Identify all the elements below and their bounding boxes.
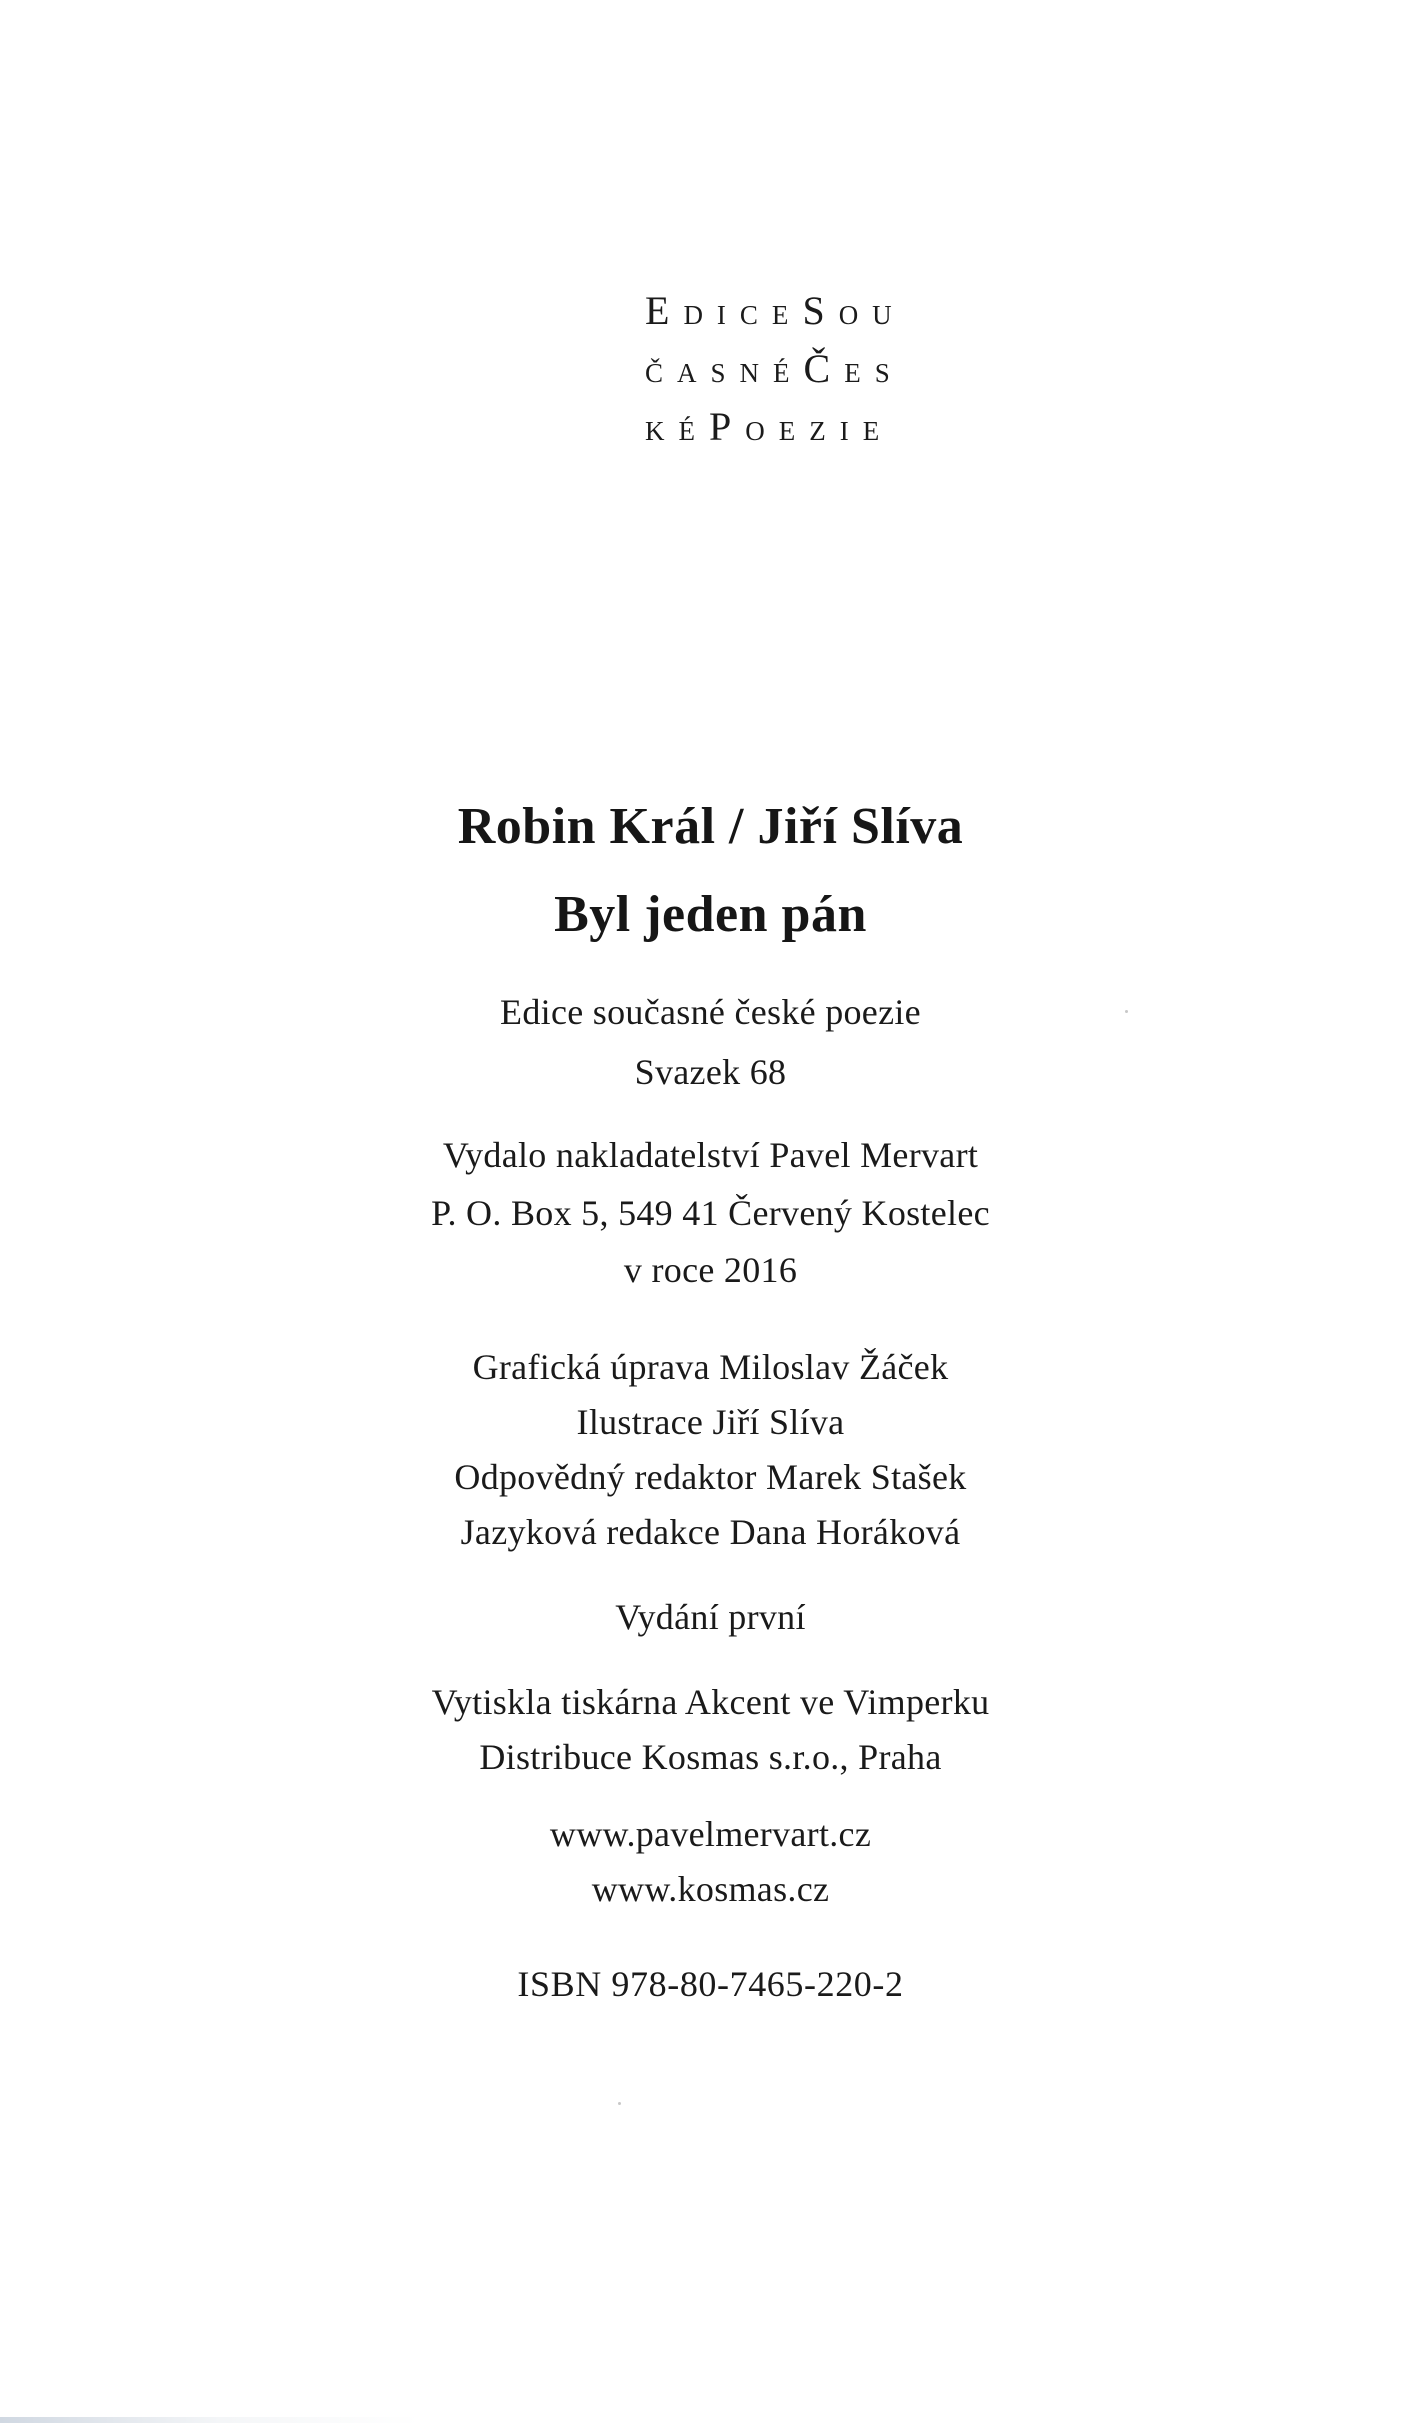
printer: Vytiskla tiskárna Akcent ve Vimperku — [431, 1682, 990, 1722]
series-logo-text: ES — [844, 358, 904, 388]
series-logo-line-3 — [645, 398, 965, 456]
series-logo-cap: P — [709, 404, 746, 449]
scan-speck — [618, 2102, 621, 2105]
credit-design: Grafická úprava Miloslav Žáček — [472, 1347, 949, 1387]
series-logo-line-2 — [645, 340, 965, 398]
series-logo-text: DICE — [683, 300, 803, 330]
edition-number: Vydání první — [615, 1597, 806, 1637]
book-authors: Robin Král / Jiří Slíva — [457, 798, 964, 855]
series-logo-text: OEZIE — [745, 416, 894, 446]
series-logo-line-1 — [645, 282, 965, 340]
book-title: Byl jeden pán — [554, 886, 867, 943]
edition-volume: Svazek 68 — [634, 1052, 787, 1092]
series-logo-text: ČASNÉ — [645, 358, 804, 388]
series-logo — [645, 282, 965, 456]
publisher-name: Vydalo nakladatelství Pavel Mervart — [442, 1135, 979, 1175]
series-logo-text: KÉ — [645, 416, 709, 446]
credit-editor: Odpovědný redaktor Marek Stašek — [454, 1457, 967, 1497]
website-distributor: www.kosmas.cz — [591, 1869, 830, 1909]
website-publisher: www.pavelmervart.cz — [549, 1814, 872, 1854]
series-logo-cap: E — [645, 288, 684, 333]
scan-speck — [1125, 1010, 1128, 1013]
series-logo-cap: S — [802, 288, 839, 333]
series-logo-text: OU — [838, 300, 906, 330]
credit-language-editor: Jazyková redakce Dana Horáková — [460, 1512, 961, 1552]
scan-edge — [0, 2417, 1421, 2423]
series-logo-cap: Č — [803, 346, 845, 391]
edition-series: Edice současné české poezie — [500, 992, 921, 1032]
isbn: ISBN 978-80-7465-220-2 — [517, 1964, 904, 2004]
publication-year: v roce 2016 — [623, 1250, 798, 1290]
distribution: Distribuce Kosmas s.r.o., Praha — [479, 1737, 942, 1777]
publisher-address: P. O. Box 5, 549 41 Červený Kostelec — [431, 1193, 990, 1233]
credit-illustrations: Ilustrace Jiří Slíva — [576, 1402, 845, 1442]
